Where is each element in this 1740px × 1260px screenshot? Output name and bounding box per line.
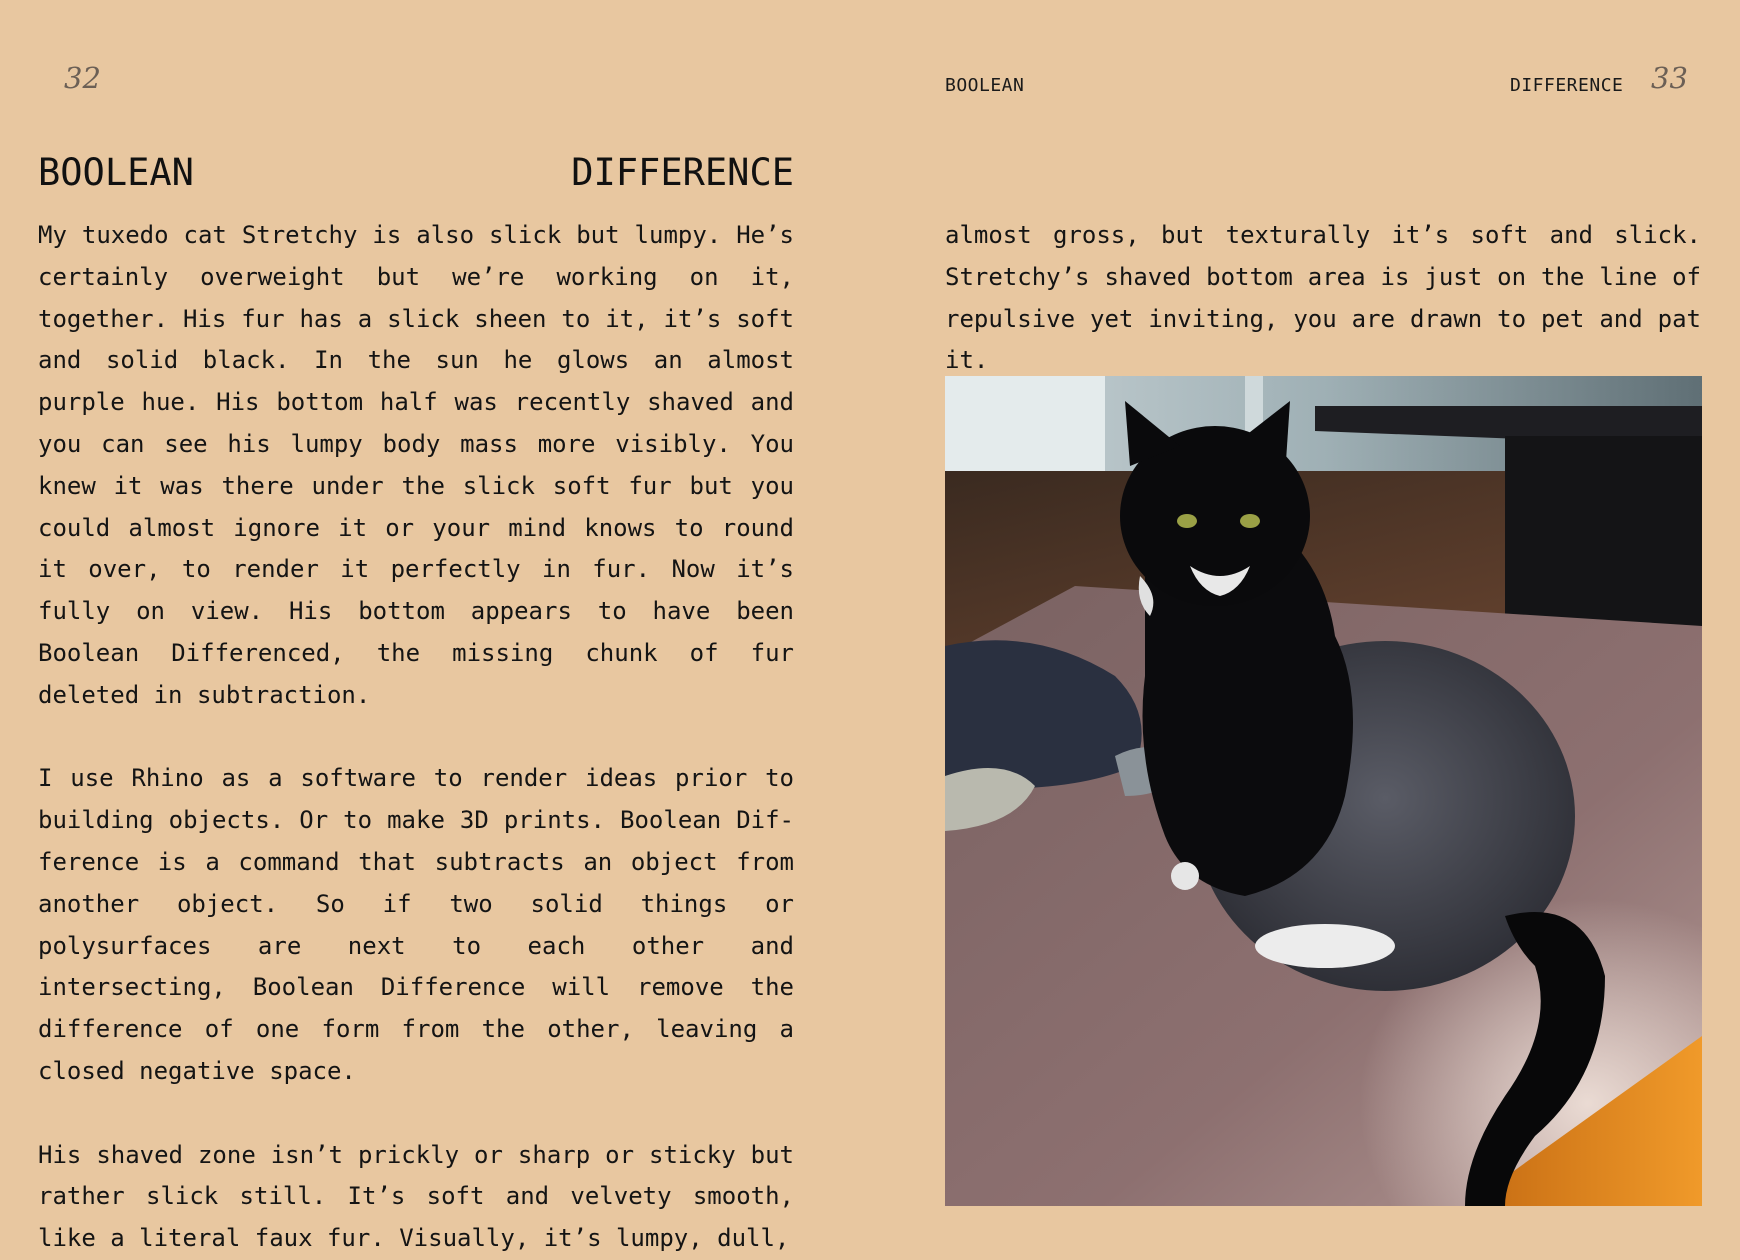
page-number-left: 32 (64, 61, 101, 95)
page-number-right: 33 (1651, 61, 1688, 95)
running-header-left: BOOLEAN (945, 75, 1025, 96)
left-text-column (38, 215, 794, 1260)
paragraph-2: I use Rhino as a software to render ideas prior to building objects. Or to make 3D prints. Boolean Difference is a command that subtracts an object from another object. So if two solid things or polysurfaces are next to each other and intersecting, Boolean Difference will remove the difference of one form from the other, leaving a closed negative space. (38, 764, 794, 1085)
cat-photo (945, 376, 1702, 1206)
page-title (38, 151, 794, 194)
title-boolean: BOOLEAN (38, 151, 194, 194)
title-difference: DIFFERENCE (571, 151, 794, 194)
running-header-right: DIFFERENCE (1510, 75, 1624, 96)
paragraph-continued: almost gross, but texturally it’s soft and slick. Stretchy’s shaved bottom area is just on the line of repulsive yet inviting, you are drawn to pet and pat it. (945, 221, 1701, 375)
right-text-column (945, 215, 1701, 382)
paragraph-3: His shaved zone isn’t prickly or sharp or sticky but rather slick still. It’s soft and velvety smooth, like a literal faux fur. Visually, it’s lumpy, dull, (38, 1140, 794, 1253)
paragraph-1: My tuxedo cat Stretchy is also slick but lumpy. He’s certainly overweight but we’re working on it, together. His fur has a slick sheen to it, it’s soft and solid black. In the sun he glows an almost purple hue. His bottom half was recently shaved and you can see his lumpy body mass more visibly. You knew it was there under the slick soft fur but you could almost ignore it or your mind knows to round it over, to render it perfectly in fur. Now it’s fully on view. His bottom appears to have been Boolean Differenced, the missing chunk of fur deleted in subtraction. (38, 221, 794, 709)
cat-photo-illustration (945, 376, 1702, 1206)
